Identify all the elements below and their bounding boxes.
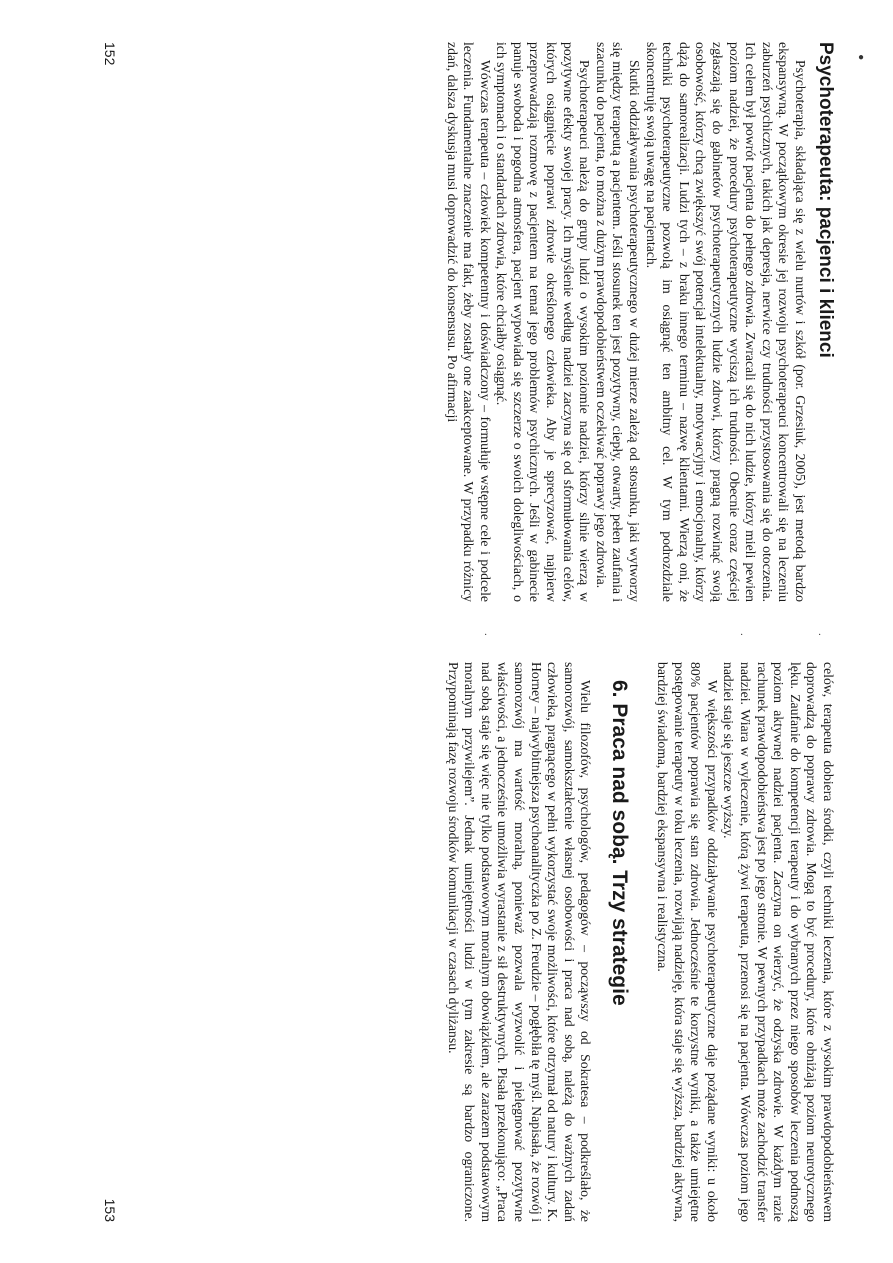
paragraph: Skutki oddziaływania psychoterapeutycznego w dużej mierze zależą od stosunku, jaki wytworzy się między terapeutą a pacjentem. Jeśli stosunek ten jest pozytywny, ciepły, otwarty, pełen zaufania i szacunku do pacjenta, to można z dużym prawdopodobieństwem oczekiwać poprawy jego zdrowia. (593, 42, 643, 602)
scan-speck: · (484, 630, 488, 641)
scan-speck: · (740, 630, 744, 641)
page-number: 153 (102, 1198, 118, 1222)
paragraph: Wówczas terapeuta – człowiek kompetentny i doświadczony – formułuje wstępne cele i podcele leczenia. Fundamentalne znaczenie ma fakt, żeby zostały one zaakceptowane. W przypadku różnicy zdań, dalsza dyskusja musi doprowadzić do konsensusu. Po afirmacji (444, 42, 493, 602)
chapter-title: 6. Praca nad sobą. Trzy strategie (608, 680, 632, 1006)
page-number: 152 (102, 42, 118, 66)
paragraph: celów, terapeuta dobiera środki, czyli techniki leczenia, które z wysokim prawdopodobieństwem doprowadzą do poprawy zdrowia. Mogą to być procedury, które obniżają poziom neurotycznego lęku. Zaufanie do kompetencji terapeuty i do wybranych przez niego sposobów leczenia podnoszą poziom aktywnej nadziei pacjenta. Zaczyna on wierzyć, że odzyska zdrowie. W każdym razie rachunek prawdopodobieństwa jest po jego stronie. W pewnych przypadkach może zachodzić transfer nadziei. Wiara w wyleczenie, którą żywi terapeuta, przenosi się na pacjenta. Wówczas poziom jego nadziei staje się jeszcze wyższy. (721, 662, 836, 1222)
rotated-book-spread (16, 12, 876, 1252)
paragraph: Psychoterapeuci należą do grupy ludzi o wysokim poziomie nadziei, którzy silnie wierzą w pozytywne efekty swojej pracy. Ich myślenie według nadziei zaczyna się od sformułowania celów, których osiągnięcie poprawi zdrowie określonego człowieka. Aby je sprecyzować, najpierw przeprowadzają rozmowę z pacjentem na temat jego problemów psychicznych. Jeśli w gabinecie panuje swoboda i pogodna atmosfera, pacjent wypowiada się szczerze o swoich dolegliwościach, o ich symptomach i o standardach zdrowia, które chciałby osiągnąć. (494, 42, 593, 602)
paragraph: Wielu filozofów, psychologów, pedagogów – począwszy od Sokratesa – podkreślało, że samorozwój, samokształcenie własnej osobowości i praca nad sobą, należą do ważnych zadań człowieka, pragnącego w pełni wykorzystać swoje możliwości, które otrzymał od natury i kultury. K. Horney – najwybitniejsza psychoanalityczka po Z. Freudzie – pogłębiła tę myśl. Napisała, że rozwój i samorozwój ma wartość moralną, ponieważ pozwala wyzwolić i pielęgnować pozytywne właściwości, a jednocześnie umożliwia wyrastanie z sił destruktywnych. Pisała przekonująco: „Praca nad sobą staje się więc nie tylko podstawowym moralnym obowiązkiem, ale zarazem podstawowym moralnym przywilejem”. Jednak umiejętności ludzi w tym zakresie są bardzo ograniczone. Przypominają fazę rozwoju środków komunikacji w czasach dyliżansu. (445, 662, 594, 1222)
scan-speck: ● (858, 52, 865, 63)
right-page (102, 662, 836, 1222)
left-page (102, 42, 836, 602)
paragraph: W większości przypadków oddziaływanie psychoterapeutyczne daje pożądane wyniki: u około 80% pacjentów poprawia się stan zdrowia. Jednocześnie te korzystne wyniki, a także umiejętne postępowanie terapeuty w toku leczenia, rozwijają nadzieję, która staje się wyższa, bardziej aktywna, bardziej świadoma, bardziej ekspansywna i realistyczna. (655, 662, 720, 1222)
paragraph: Psychoterapia, składająca się z wielu nurtów i szkół (por. Grzesiuk, 2005), jest metodą bardzo ekspansywną. W początkowym okresie jej rozwoju psychoterapeuci koncentrowali się na leczeniu zaburzeń psychicznych, takich jak depresja, nerwice czy trudności przystosowania się do otoczenia. Ich celem był powrót pacjenta do pełnego zdrowia. Zwracali się do nich ludzie, którzy mieli pewien poziom nadziei, że procedury psychoterapeutyczne wyciszą ich trudności. Obecnie coraz częściej zgłaszają się do gabinetów psychoterapeutycznych ludzie zdrowi, którzy pragną rozwinąć swoją osobowość, którzy chcą zwiększyć swój potencjał intelektualny, motywacyjny i emocjonalny, którzy dążą do samorealizacji. Ludzi tych – z braku innego terminu – nazwę klientami. Wierzą oni, że techniki psychoterapeutyczne pozwolą im osiągnąć ten ambitny cel. W tym podrozdziale skoncentruję swoją uwagę na pacjentach. (643, 42, 808, 602)
scan-speck: · (818, 630, 822, 641)
section-title: Psychoterapeuta: pacjenci i klienci (815, 42, 836, 358)
